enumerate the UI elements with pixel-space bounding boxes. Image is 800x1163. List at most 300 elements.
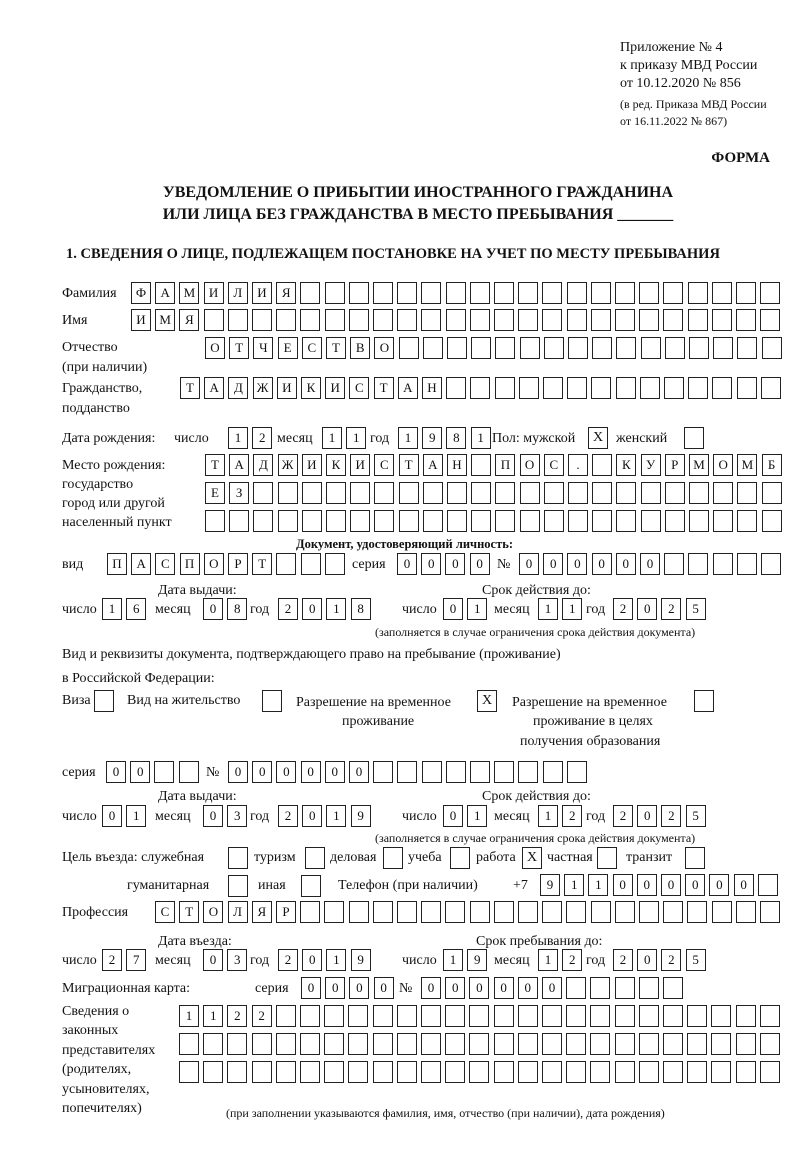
char-cell[interactable] — [737, 553, 757, 575]
purpose-other-checkbox[interactable] — [301, 875, 321, 897]
purpose-work-checkbox[interactable]: X — [522, 847, 542, 869]
char-cell[interactable] — [300, 309, 320, 331]
char-cell[interactable] — [470, 901, 490, 923]
char-cell[interactable] — [253, 510, 273, 532]
char-cell[interactable] — [566, 901, 586, 923]
char-cell[interactable]: 0 — [519, 553, 539, 575]
char-cell[interactable]: Н — [447, 454, 467, 476]
char-cell[interactable]: 1 — [562, 598, 582, 620]
char-cell[interactable] — [446, 309, 466, 331]
char-cell[interactable] — [446, 761, 466, 783]
char-cell[interactable]: И — [350, 454, 370, 476]
char-cell[interactable]: 0 — [349, 977, 369, 999]
char-cell[interactable] — [591, 377, 611, 399]
char-cell[interactable]: М — [689, 454, 709, 476]
char-cell[interactable] — [349, 282, 369, 304]
char-cell[interactable] — [227, 1061, 247, 1083]
char-cell[interactable]: Н — [422, 377, 442, 399]
char-cell[interactable]: С — [302, 337, 322, 359]
char-cell[interactable]: 0 — [445, 977, 465, 999]
char-cell[interactable] — [397, 1005, 417, 1027]
char-cell[interactable] — [203, 1061, 223, 1083]
char-cell[interactable] — [711, 1061, 731, 1083]
char-cell[interactable] — [204, 309, 224, 331]
char-cell[interactable]: 1 — [443, 949, 463, 971]
char-cell[interactable] — [615, 309, 635, 331]
char-cell[interactable] — [663, 977, 683, 999]
char-cell[interactable]: 2 — [661, 949, 681, 971]
char-cell[interactable] — [445, 1061, 465, 1083]
char-cell[interactable]: 1 — [326, 598, 346, 620]
char-cell[interactable] — [663, 309, 683, 331]
char-cell[interactable]: 6 — [126, 598, 146, 620]
char-cell[interactable] — [302, 482, 322, 504]
char-cell[interactable] — [446, 282, 466, 304]
char-cell[interactable]: 1 — [538, 949, 558, 971]
char-cell[interactable] — [542, 1061, 562, 1083]
char-cell[interactable] — [641, 482, 661, 504]
char-cell[interactable] — [713, 337, 733, 359]
char-cell[interactable]: Ж — [253, 377, 273, 399]
char-cell[interactable] — [592, 337, 612, 359]
char-cell[interactable] — [445, 1033, 465, 1055]
char-cell[interactable]: 1 — [228, 427, 248, 449]
char-cell[interactable] — [712, 901, 732, 923]
char-cell[interactable] — [615, 1061, 635, 1083]
char-cell[interactable]: С — [544, 454, 564, 476]
char-cell[interactable] — [350, 510, 370, 532]
char-cell[interactable]: Д — [228, 377, 248, 399]
char-cell[interactable]: 0 — [469, 977, 489, 999]
char-cell[interactable] — [760, 309, 780, 331]
char-cell[interactable] — [664, 377, 684, 399]
char-cell[interactable] — [252, 309, 272, 331]
char-cell[interactable]: Б — [762, 454, 782, 476]
char-cell[interactable]: 0 — [734, 874, 754, 896]
visa-checkbox[interactable] — [94, 690, 114, 712]
char-cell[interactable] — [495, 482, 515, 504]
purpose-private-checkbox[interactable] — [597, 847, 617, 869]
char-cell[interactable]: З — [229, 482, 249, 504]
char-cell[interactable] — [494, 901, 514, 923]
char-cell[interactable] — [544, 510, 564, 532]
purpose-official-checkbox[interactable] — [228, 847, 248, 869]
char-cell[interactable] — [519, 377, 539, 399]
char-cell[interactable]: 9 — [467, 949, 487, 971]
char-cell[interactable] — [543, 377, 563, 399]
char-cell[interactable]: 0 — [203, 949, 223, 971]
char-cell[interactable] — [520, 337, 540, 359]
char-cell[interactable] — [228, 309, 248, 331]
char-cell[interactable] — [397, 901, 417, 923]
char-cell[interactable]: 1 — [346, 427, 366, 449]
char-cell[interactable] — [736, 282, 756, 304]
char-cell[interactable]: 0 — [301, 761, 321, 783]
char-cell[interactable] — [518, 901, 538, 923]
char-cell[interactable]: 5 — [686, 949, 706, 971]
sex-female-checkbox[interactable] — [684, 427, 704, 449]
char-cell[interactable] — [711, 1005, 731, 1027]
char-cell[interactable]: 2 — [562, 949, 582, 971]
char-cell[interactable] — [639, 282, 659, 304]
char-cell[interactable] — [760, 901, 780, 923]
sex-male-checkbox[interactable]: X — [588, 427, 608, 449]
char-cell[interactable] — [543, 761, 563, 783]
char-cell[interactable] — [591, 309, 611, 331]
char-cell[interactable] — [252, 1061, 272, 1083]
char-cell[interactable] — [758, 874, 778, 896]
char-cell[interactable] — [300, 901, 320, 923]
char-cell[interactable] — [568, 510, 588, 532]
char-cell[interactable]: 0 — [203, 598, 223, 620]
char-cell[interactable]: 0 — [102, 805, 122, 827]
char-cell[interactable]: Т — [326, 337, 346, 359]
char-cell[interactable] — [326, 482, 346, 504]
char-cell[interactable] — [542, 1033, 562, 1055]
char-cell[interactable] — [470, 309, 490, 331]
char-cell[interactable] — [374, 510, 394, 532]
purpose-humanitarian-checkbox[interactable] — [228, 875, 248, 897]
char-cell[interactable]: 5 — [686, 598, 706, 620]
char-cell[interactable] — [179, 1061, 199, 1083]
char-cell[interactable]: 2 — [278, 949, 298, 971]
char-cell[interactable]: 0 — [302, 949, 322, 971]
char-cell[interactable]: Ч — [253, 337, 273, 359]
char-cell[interactable] — [276, 309, 296, 331]
char-cell[interactable] — [397, 1033, 417, 1055]
char-cell[interactable] — [736, 1033, 756, 1055]
char-cell[interactable]: 9 — [351, 805, 371, 827]
char-cell[interactable] — [688, 553, 708, 575]
char-cell[interactable]: Я — [252, 901, 272, 923]
char-cell[interactable] — [518, 1061, 538, 1083]
char-cell[interactable] — [300, 1005, 320, 1027]
char-cell[interactable]: Т — [399, 454, 419, 476]
char-cell[interactable]: С — [155, 901, 175, 923]
char-cell[interactable] — [736, 1061, 756, 1083]
char-cell[interactable]: Р — [665, 454, 685, 476]
char-cell[interactable] — [471, 482, 491, 504]
char-cell[interactable]: 5 — [686, 805, 706, 827]
char-cell[interactable] — [348, 1033, 368, 1055]
char-cell[interactable]: И — [277, 377, 297, 399]
char-cell[interactable] — [761, 553, 781, 575]
char-cell[interactable] — [495, 510, 515, 532]
char-cell[interactable] — [253, 482, 273, 504]
char-cell[interactable] — [421, 1061, 441, 1083]
char-cell[interactable] — [373, 1061, 393, 1083]
char-cell[interactable] — [471, 337, 491, 359]
char-cell[interactable]: У — [641, 454, 661, 476]
char-cell[interactable] — [737, 482, 757, 504]
char-cell[interactable] — [567, 377, 587, 399]
char-cell[interactable] — [665, 510, 685, 532]
char-cell[interactable]: Ж — [278, 454, 298, 476]
char-cell[interactable] — [592, 482, 612, 504]
char-cell[interactable] — [326, 510, 346, 532]
char-cell[interactable] — [520, 510, 540, 532]
char-cell[interactable]: 1 — [179, 1005, 199, 1027]
char-cell[interactable] — [736, 901, 756, 923]
char-cell[interactable] — [179, 1033, 199, 1055]
char-cell[interactable]: 2 — [278, 598, 298, 620]
char-cell[interactable] — [518, 1033, 538, 1055]
char-cell[interactable] — [421, 282, 441, 304]
char-cell[interactable] — [590, 1061, 610, 1083]
char-cell[interactable]: 0 — [637, 598, 657, 620]
char-cell[interactable] — [544, 337, 564, 359]
char-cell[interactable]: 1 — [471, 427, 491, 449]
char-cell[interactable]: Ф — [131, 282, 151, 304]
char-cell[interactable]: П — [495, 454, 515, 476]
char-cell[interactable] — [494, 761, 514, 783]
char-cell[interactable] — [179, 761, 199, 783]
char-cell[interactable]: 2 — [278, 805, 298, 827]
char-cell[interactable]: 1 — [126, 805, 146, 827]
char-cell[interactable] — [713, 510, 733, 532]
char-cell[interactable] — [663, 901, 683, 923]
char-cell[interactable] — [641, 337, 661, 359]
char-cell[interactable] — [713, 553, 733, 575]
char-cell[interactable]: И — [131, 309, 151, 331]
char-cell[interactable] — [518, 282, 538, 304]
char-cell[interactable] — [615, 977, 635, 999]
char-cell[interactable]: А — [155, 282, 175, 304]
char-cell[interactable]: К — [616, 454, 636, 476]
char-cell[interactable]: 0 — [640, 553, 660, 575]
char-cell[interactable]: 0 — [443, 805, 463, 827]
char-cell[interactable] — [762, 482, 782, 504]
char-cell[interactable] — [567, 282, 587, 304]
char-cell[interactable] — [154, 761, 174, 783]
char-cell[interactable]: Л — [228, 282, 248, 304]
char-cell[interactable]: С — [374, 454, 394, 476]
char-cell[interactable]: 8 — [446, 427, 466, 449]
char-cell[interactable]: 0 — [518, 977, 538, 999]
char-cell[interactable]: 1 — [538, 805, 558, 827]
char-cell[interactable]: 0 — [374, 977, 394, 999]
char-cell[interactable] — [324, 1061, 344, 1083]
char-cell[interactable] — [349, 309, 369, 331]
char-cell[interactable]: А — [131, 553, 151, 575]
char-cell[interactable] — [663, 1061, 683, 1083]
char-cell[interactable] — [470, 761, 490, 783]
char-cell[interactable] — [542, 282, 562, 304]
char-cell[interactable] — [422, 761, 442, 783]
char-cell[interactable]: Р — [228, 553, 248, 575]
char-cell[interactable]: 1 — [326, 949, 346, 971]
char-cell[interactable] — [566, 977, 586, 999]
char-cell[interactable]: Д — [253, 454, 273, 476]
char-cell[interactable]: 0 — [397, 553, 417, 575]
char-cell[interactable] — [421, 309, 441, 331]
char-cell[interactable] — [397, 282, 417, 304]
purpose-business-checkbox[interactable] — [383, 847, 403, 869]
char-cell[interactable] — [302, 510, 322, 532]
char-cell[interactable] — [373, 309, 393, 331]
char-cell[interactable]: П — [180, 553, 200, 575]
purpose-tourism-checkbox[interactable] — [305, 847, 325, 869]
char-cell[interactable]: 0 — [130, 761, 150, 783]
char-cell[interactable] — [374, 482, 394, 504]
char-cell[interactable]: 2 — [613, 949, 633, 971]
char-cell[interactable]: К — [326, 454, 346, 476]
char-cell[interactable]: 1 — [398, 427, 418, 449]
char-cell[interactable]: 0 — [542, 977, 562, 999]
char-cell[interactable] — [203, 1033, 223, 1055]
char-cell[interactable] — [591, 901, 611, 923]
char-cell[interactable]: 0 — [637, 874, 657, 896]
char-cell[interactable]: 0 — [445, 553, 465, 575]
char-cell[interactable] — [470, 282, 490, 304]
char-cell[interactable] — [471, 454, 491, 476]
char-cell[interactable] — [373, 282, 393, 304]
char-cell[interactable] — [399, 482, 419, 504]
char-cell[interactable]: Т — [252, 553, 272, 575]
char-cell[interactable] — [639, 1005, 659, 1027]
char-cell[interactable]: 3 — [227, 949, 247, 971]
char-cell[interactable] — [494, 1033, 514, 1055]
char-cell[interactable] — [640, 377, 660, 399]
char-cell[interactable]: 2 — [613, 598, 633, 620]
char-cell[interactable] — [737, 510, 757, 532]
purpose-transit-checkbox[interactable] — [685, 847, 705, 869]
char-cell[interactable] — [590, 1033, 610, 1055]
char-cell[interactable] — [760, 282, 780, 304]
char-cell[interactable] — [445, 901, 465, 923]
char-cell[interactable]: 1 — [588, 874, 608, 896]
char-cell[interactable] — [252, 1033, 272, 1055]
char-cell[interactable] — [469, 1033, 489, 1055]
char-cell[interactable]: 0 — [252, 761, 272, 783]
char-cell[interactable] — [665, 482, 685, 504]
char-cell[interactable]: 2 — [252, 427, 272, 449]
char-cell[interactable]: И — [325, 377, 345, 399]
char-cell[interactable] — [615, 901, 635, 923]
char-cell[interactable]: 0 — [592, 553, 612, 575]
char-cell[interactable]: А — [423, 454, 443, 476]
char-cell[interactable] — [494, 1005, 514, 1027]
char-cell[interactable]: О — [204, 553, 224, 575]
char-cell[interactable]: 0 — [106, 761, 126, 783]
char-cell[interactable] — [639, 901, 659, 923]
char-cell[interactable]: А — [229, 454, 249, 476]
char-cell[interactable] — [520, 482, 540, 504]
char-cell[interactable]: 2 — [661, 598, 681, 620]
char-cell[interactable] — [349, 901, 369, 923]
char-cell[interactable]: 9 — [540, 874, 560, 896]
char-cell[interactable] — [737, 377, 757, 399]
char-cell[interactable]: 0 — [302, 805, 322, 827]
char-cell[interactable]: Р — [276, 901, 296, 923]
char-cell[interactable] — [616, 482, 636, 504]
char-cell[interactable]: 0 — [709, 874, 729, 896]
char-cell[interactable] — [663, 1005, 683, 1027]
char-cell[interactable] — [762, 337, 782, 359]
char-cell[interactable]: И — [252, 282, 272, 304]
char-cell[interactable] — [689, 337, 709, 359]
char-cell[interactable]: 0 — [325, 761, 345, 783]
char-cell[interactable] — [399, 510, 419, 532]
char-cell[interactable] — [447, 510, 467, 532]
char-cell[interactable] — [760, 1005, 780, 1027]
char-cell[interactable] — [639, 1061, 659, 1083]
char-cell[interactable] — [276, 1061, 296, 1083]
char-cell[interactable] — [447, 337, 467, 359]
char-cell[interactable] — [373, 1033, 393, 1055]
char-cell[interactable] — [324, 901, 344, 923]
char-cell[interactable] — [495, 377, 515, 399]
char-cell[interactable] — [616, 337, 636, 359]
char-cell[interactable] — [566, 1033, 586, 1055]
char-cell[interactable]: Т — [179, 901, 199, 923]
purpose-study-checkbox[interactable] — [450, 847, 470, 869]
char-cell[interactable] — [688, 309, 708, 331]
char-cell[interactable] — [736, 1005, 756, 1027]
char-cell[interactable] — [301, 553, 321, 575]
char-cell[interactable]: 0 — [421, 553, 441, 575]
char-cell[interactable]: 0 — [661, 874, 681, 896]
char-cell[interactable] — [325, 553, 345, 575]
char-cell[interactable]: 2 — [227, 1005, 247, 1027]
char-cell[interactable] — [350, 482, 370, 504]
char-cell[interactable] — [566, 1005, 586, 1027]
char-cell[interactable]: Л — [228, 901, 248, 923]
char-cell[interactable] — [278, 510, 298, 532]
char-cell[interactable]: 1 — [326, 805, 346, 827]
char-cell[interactable]: О — [374, 337, 394, 359]
char-cell[interactable]: 1 — [102, 598, 122, 620]
char-cell[interactable] — [397, 761, 417, 783]
char-cell[interactable]: М — [155, 309, 175, 331]
char-cell[interactable]: О — [205, 337, 225, 359]
char-cell[interactable]: 0 — [228, 761, 248, 783]
char-cell[interactable]: 9 — [422, 427, 442, 449]
char-cell[interactable] — [494, 282, 514, 304]
char-cell[interactable] — [470, 377, 490, 399]
char-cell[interactable] — [687, 901, 707, 923]
char-cell[interactable]: 7 — [126, 949, 146, 971]
char-cell[interactable] — [639, 309, 659, 331]
char-cell[interactable]: И — [204, 282, 224, 304]
char-cell[interactable]: 0 — [443, 598, 463, 620]
char-cell[interactable] — [736, 309, 756, 331]
char-cell[interactable]: 0 — [325, 977, 345, 999]
char-cell[interactable] — [469, 1061, 489, 1083]
char-cell[interactable] — [227, 1033, 247, 1055]
char-cell[interactable] — [423, 510, 443, 532]
char-cell[interactable]: С — [155, 553, 175, 575]
char-cell[interactable]: 1 — [322, 427, 342, 449]
char-cell[interactable] — [590, 977, 610, 999]
char-cell[interactable]: 0 — [613, 874, 633, 896]
char-cell[interactable]: 0 — [494, 977, 514, 999]
char-cell[interactable]: Я — [276, 282, 296, 304]
char-cell[interactable] — [687, 1033, 707, 1055]
char-cell[interactable] — [568, 482, 588, 504]
char-cell[interactable] — [229, 510, 249, 532]
char-cell[interactable]: О — [203, 901, 223, 923]
char-cell[interactable] — [495, 337, 515, 359]
char-cell[interactable] — [348, 1005, 368, 1027]
char-cell[interactable]: 3 — [227, 805, 247, 827]
char-cell[interactable] — [325, 309, 345, 331]
char-cell[interactable]: В — [350, 337, 370, 359]
char-cell[interactable]: 0 — [276, 761, 296, 783]
char-cell[interactable] — [276, 553, 296, 575]
char-cell[interactable] — [688, 377, 708, 399]
char-cell[interactable]: М — [737, 454, 757, 476]
